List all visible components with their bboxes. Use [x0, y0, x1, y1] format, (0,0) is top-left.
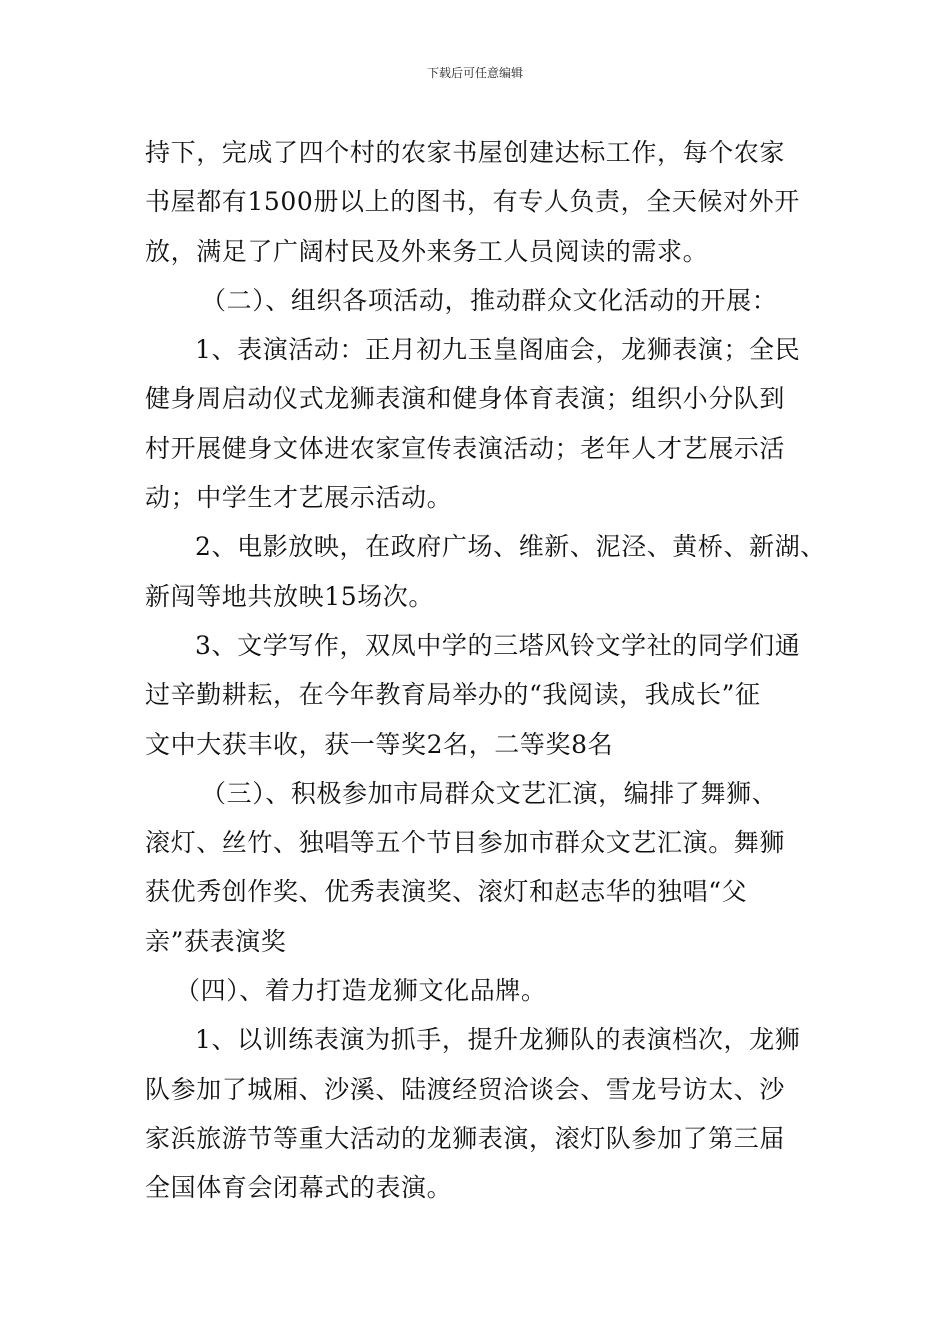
text-line: 书屋都有1500册以上的图书，有专人负责，全天候对外开: [145, 187, 800, 217]
text-line: 1、以训练表演为抓手，提升龙狮队的表演档次，龙狮: [195, 1025, 801, 1055]
text-line: 亲”获表演奖: [145, 926, 287, 956]
section-heading-2: （二）、组织各项活动，推动群众文化活动的开展：: [201, 285, 778, 315]
text-line: 动；中学生才艺展示活动。: [145, 483, 453, 513]
text-line: 队参加了城厢、沙溪、陆渡经贸洽谈会、雪龙号访太、沙: [145, 1074, 786, 1104]
document-body: [145, 128, 835, 1213]
section-heading-4: （四）、着力打造龙狮文化品牌。: [175, 976, 547, 1006]
page-header-note: 下载后可任意编辑: [426, 66, 523, 80]
text-line: 文中大获丰收，获一等奖2名，二等奖8名: [145, 729, 614, 759]
text-line: 村开展健身文体进农家宣传表演活动；老年人才艺展示活: [145, 433, 786, 463]
text-line: 2、电影放映，在政府广场、维新、泥泾、黄桥、新湖、: [195, 532, 826, 562]
text-line: 新闯等地共放映15场次。: [145, 581, 435, 611]
text-line: 过辛勤耕耘，在今年教育局举办的“我阅读，我成长”征: [145, 680, 761, 710]
text-line: 1、表演活动：正月初九玉皇阁庙会，龙狮表演；全民: [195, 335, 801, 365]
text-line: 获优秀创作奖、优秀表演奖、滚灯和赵志华的独唱“父: [145, 877, 748, 907]
text-line: 家浜旅游节等重大活动的龙狮表演，滚灯队参加了第三届: [145, 1123, 786, 1153]
text-line: 放，满足了广阔村民及外来务工人员阅读的需求。: [145, 236, 709, 266]
text-line: 3、文学写作，双凤中学的三塔风铃文学社的同学们通: [195, 630, 801, 660]
section-heading-3: （三）、积极参加市局群众文艺汇演，编排了舞狮、: [201, 778, 778, 808]
text-line: 健身周启动仪式龙狮表演和健身体育表演；组织小分队到: [145, 384, 786, 414]
text-line: 全国体育会闭幕式的表演。: [145, 1173, 453, 1203]
text-line: 滚灯、丝竹、独唱等五个节目参加市群众文艺汇演。舞狮: [145, 828, 786, 858]
text-line: 持下，完成了四个村的农家书屋创建达标工作，每个农家: [145, 138, 786, 167]
